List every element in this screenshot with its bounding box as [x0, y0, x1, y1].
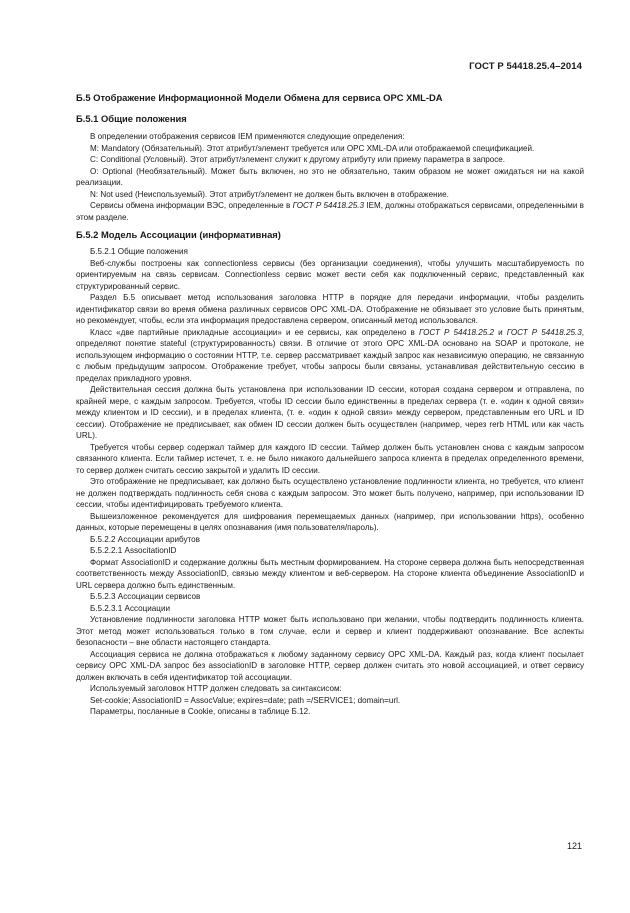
- subsection-association-title: Б.5.2 Модель Ассоциации (информативная): [76, 229, 281, 240]
- paragraph: [76, 327, 584, 385]
- text-run: Класс «две партийные прикладные ассоциации» и ее сервисы, как определено в: [90, 327, 419, 337]
- clause-heading: Б.5.2.3 Ассоциации сервисов: [90, 592, 201, 601]
- paragraph: M: Mandatory (Обязательный). Этот атрибут/элемент требуется или OPC XML-DA или отображаемой спецификацией.: [90, 143, 535, 153]
- paragraph: Установление подлинности заголовка HTTP может быть использовано при желании, чтобы подтвердить подлинность клиента. Этот метод может использоваться только в том случае, если и сервер и клиент поддерживают опознавание. Все аспекты безопасности – вне области настоящего стандарта.: [76, 615, 584, 647]
- paragraph: Параметры, посланные в Cookie, описаны в таблице Б.12.: [90, 707, 311, 716]
- standard-reference: ГОСТ Р 54418.25.3: [292, 201, 365, 210]
- paragraph: Используемый заголовок HTTP должен следовать за синтаксисом:: [90, 684, 342, 693]
- paragraph: Вышеизложенное рекомендуется для шифрования перемещаемых данных (например, при использовании https), особенно данных, которые перемещены в целях опознавания (имя пользователя/пароль).: [76, 511, 584, 532]
- text-run: IEM, должны отображаться сервисами, определенными в этом разделе.: [76, 201, 584, 222]
- code-line: Set-cookie; AssociationID = AssocValue; expires=date; path =/SERVICE1; domain=url.: [90, 695, 401, 705]
- clause-heading: Б.5.2.2 Ассоциации арибутов: [90, 534, 200, 544]
- paragraph: C: Conditional (Условный). Этот атрибут/элемент служит к другому атрибуту или приему параметра в запросе.: [90, 155, 506, 164]
- paragraph: Веб-службы построены как connectionless сервисы (без организации соединения), чтобы улучшить масштабируемость по ориентируемым на связь сервисам. Connectionless сервис может вести себя как подключенный сервис, представленный как структурированный сервис.: [76, 258, 584, 291]
- clause-heading: Б.5.2.2.1 AssocitationID: [90, 546, 177, 555]
- page-content: [76, 92, 584, 718]
- standard-reference: ГОСТ Р 54418.25.3: [506, 327, 582, 337]
- paragraph: Требуется чтобы сервер содержал таймер для каждого ID сессии. Таймер должен быть установлен снова с каждым запросом связанного клиента. Если таймер истечет, т. е. не было никакого дальнейшего запроса клиента в пределах определенного времени, то сервер должен считать сессию закрытой и удалить ID сессии.: [76, 442, 584, 475]
- paragraph: Это отображение не предписывает, как должно быть осуществлено установление подлинности клиента, но требуется, что клиент не должен подтверждать подлинность себя снова с каждым запросом. Это может быть получено, например, при использовании ID сессии, чтобы идентифицировать требуемого клиента.: [76, 477, 584, 509]
- standard-reference: ГОСТ Р 54418.25.2: [418, 327, 494, 337]
- paragraph: Раздел Б.5 описывает метод использования заголовка HTTP в порядке для передачи информации, чтобы разделить идентификатор связи во время обмена различных сервисов OPC XML-DA. Отображение не обязывает это условие быть принятым, но рекомендует, чтобы, если эта информация предоставлена сервером, описанный метод использовался.: [76, 293, 584, 325]
- standard-header: ГОСТ Р 54418.25.4–2014: [469, 61, 582, 72]
- clause-heading: Б.5.2.1 Общие положения: [90, 247, 188, 256]
- paragraph: N: Not used (Неиспользуемый). Этот атрибут/элемент не должен быть включен в отображение.: [90, 189, 449, 199]
- paragraph: В определении отображения сервисов IEM применяются следующие определения:: [90, 132, 405, 141]
- text-run: , определяют понятие stateful (структурированность) связи. В отличие от этого OPC XML-DA основано на SOAP и протоколе, не использующем информацию о состоянии HTTP, т.е. сервер рассматривает каждый запрос как независимую операцию, не связанную с любым предыдущим запросом. Отображение требует, чтобы запросы были связаны, устанавливая действительную сессию в пределах прикладного уровня.: [76, 327, 584, 383]
- section-title: Б.5 Отображение Информационной Модели Обмена для сервиса OPC XML-DA: [76, 92, 443, 103]
- text-run: и: [493, 327, 507, 337]
- page-number: 121: [566, 841, 582, 851]
- paragraph: Формат AssociationID и содержание должны быть местным формированием. На стороне сервера должна быть непосредственная соответственность между AssociationID, связью между клиентом и веб-сервером. На стороне клиента объединение AssociationID и URL сервера должно быть единственным.: [76, 557, 584, 590]
- clause-heading: Б.5.2.3.1 Ассоциации: [90, 603, 170, 613]
- paragraph: [76, 200, 584, 223]
- text-run: Сервисы обмена информации ВЭС, определенные в: [90, 201, 293, 210]
- paragraph: O: Optional (Необязательный). Может быть включен, но это не обязательно, таким образом не может ожидаться ни на какой реализации.: [76, 166, 584, 187]
- subsection-general-title: Б.5.1 Общие положения: [76, 113, 187, 124]
- paragraph: Действительная сессия должна быть установлена при использовании ID сессии, которая создана сервером и отправлена, по крайней мере, с каждым запросом. Требуется, чтобы ID сессии было единственны в пределах сервера (т. е. «один к одной связи» между клиентом и ID сессии), и в пределах клиента, (т. е. «один к одной связи» между сервером, представленным его URL и ID сессии). Отображение не предписывает, как обмен ID сессии должен быть осуществлен (например, через rerb HTML или как часть URL).: [76, 385, 584, 440]
- paragraph: Ассоциация сервиса не должна отображаться к любому заданному сервису OPC XML-DA. Каждый раз, когда клиент посылает сервису OPC XML-DA запрос без associationID в заголовке HTTP, сервер должен считать это новой ассоциацией, и ответ сервису должен включать в себя идентификатор той ассоциации.: [76, 649, 584, 682]
